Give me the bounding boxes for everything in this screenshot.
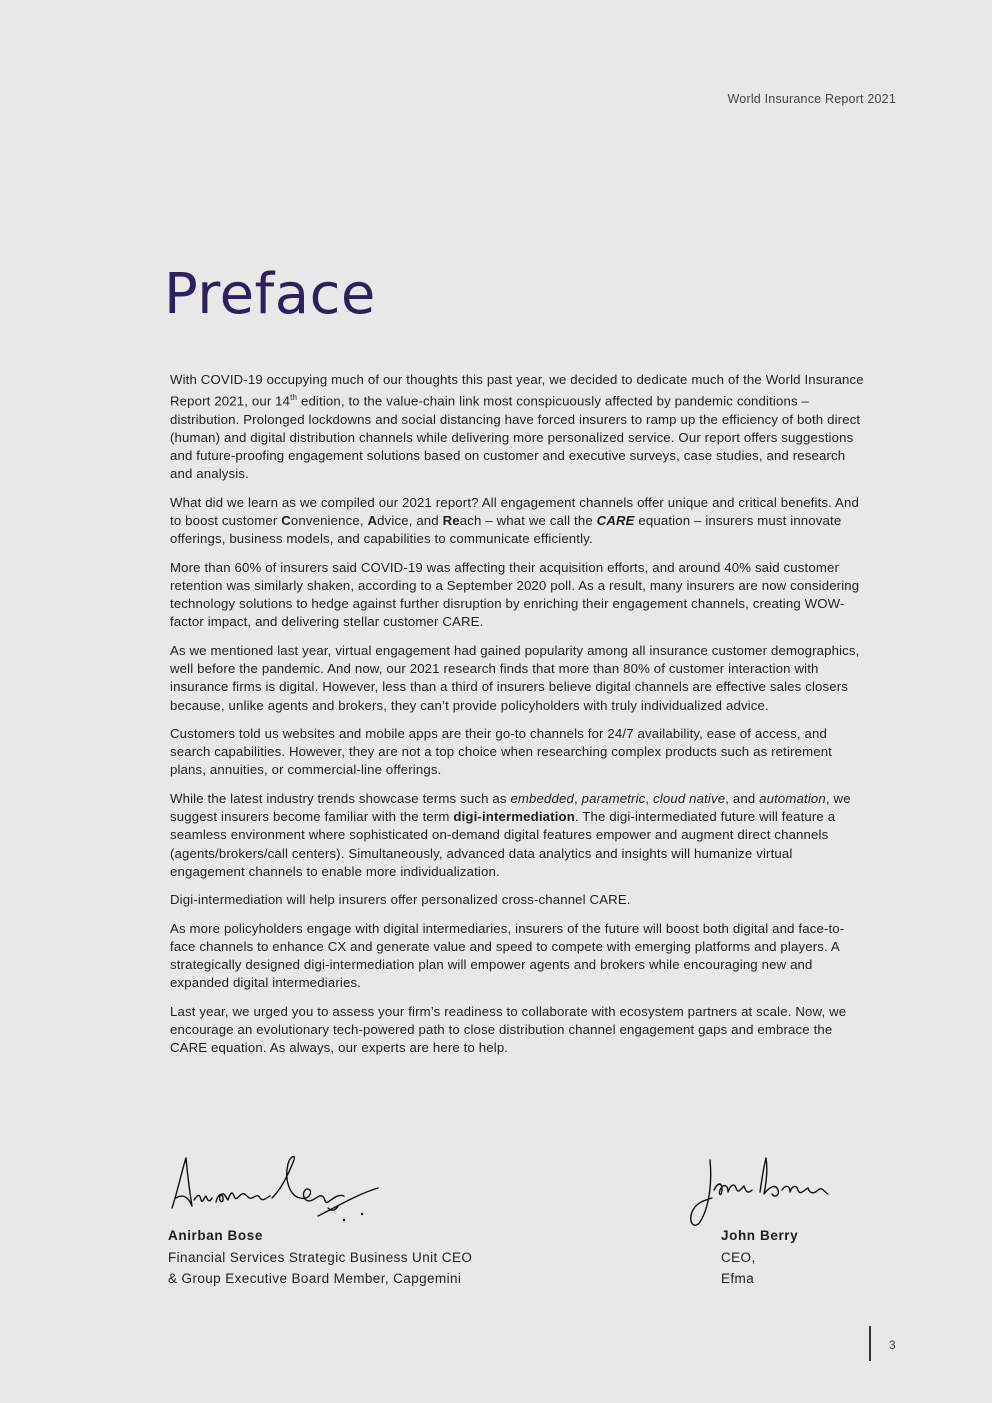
paragraph-2: What did we learn as we compiled our 2021 report? All engagement channels offer unique and critical benefits. And to boost customer Convenience, Advice, and Reach – what we call the CARE equation – insurers must innovate offerings, business models, and capabilities to communicate efficiently. [170,494,859,547]
signatory-name: Anirban Bose [168,1228,263,1243]
signature-anirban-bose [168,1150,388,1228]
paragraph-4: As we mentioned last year, virtual engagement had gained popularity among all insurance customer demographics, well before the pandemic. And now, our 2021 research finds that more than 80% of customer interaction with insurance firms is digital. However, less than a third of insurers believe digital channels are effective sales closers because, unlike agents and brokers, they can’t provide policyholders with truly individualized advice. [170,642,860,713]
paragraph-5: Customers told us websites and mobile apps are their go-to channels for 24/7 availability, ease of access, and search capabilities. However, they are not a top choice when researching complex products such as retirement plans, annuities, or commercial-line offerings. [170,726,832,778]
page-title: Preface [164,262,376,327]
paragraph-7: Digi-intermediation will help insurers offer personalized cross-channel CARE. [170,892,631,908]
signatory-john-berry [686,1150,906,1289]
signatory-anirban-bose [168,1150,498,1289]
signatory-title: CEO, Efma [721,1250,756,1286]
ordinal-suffix: th [290,393,298,403]
care-term: CARE [596,513,635,529]
digi-intermediation-term: digi-intermediation [453,809,575,825]
signatory-title: Financial Services Strategic Business Unit CEO & Group Executive Board Member, Capgemini [168,1250,473,1286]
signatory-name: John Berry [721,1228,799,1243]
page-number-rule [869,1326,871,1361]
page-number: 3 [889,1338,896,1352]
paragraph-1: With COVID-19 occupying much of our thoughts this past year, we decided to dedicate much of the World Insurance Report 2021, our 14th edition, to the value-chain link most conspicuously affected by pandemic conditions – distribution. Prolonged lockdowns and social distancing have forced insurers to ramp up the efficiency of both direct (human) and digital distribution channels while delivering more personalized service. Our report offers suggestions and future-proofing engagement solutions based on customer and executive surveys, case studies, and research and analysis. [170,372,864,482]
paragraph-9: Last year, we urged you to assess your firm’s readiness to collaborate with ecosystem partners at scale. Now, we encourage an evolutionary tech-powered path to close distribution channel engagement gaps and embrace the CARE equation. As always, our experts are here to help. [170,1003,847,1056]
running-header: World Insurance Report 2021 [727,92,896,106]
paragraph-8: As more policyholders engage with digital intermediaries, insurers of the future will boost both digital and face-to-face channels to enhance CX and generate value and speed to compete with emerging platforms and players. A strategically designed digi-intermediation plan will empower agents and brokers while encouraging new and expanded digital intermediaries. [170,920,845,991]
paragraph-6: While the latest industry trends showcase terms such as embedded, parametric, cloud native, and automation, we suggest insurers become familiar with the term digi-intermediation. The digi-intermediated future will feature a seamless environment where sophisticated on-demand digital features empower and augment direct channels (agents/brokers/call centers). Simultaneously, advanced data analytics and insights will humanize virtual engagement channels to enable more individualization. [170,790,851,879]
preface-body [170,371,868,1068]
paragraph-3: More than 60% of insurers said COVID-19 was affecting their acquisition efforts, and around 40% said customer retention was similarly shaken, according to a September 2020 poll. As a result, many insurers are now considering technology solutions to hedge against further disruption by enriching their engagement channels, creating WOW-factor impact, and delivering stellar customer CARE. [170,559,860,630]
signature-john-berry [686,1150,846,1228]
